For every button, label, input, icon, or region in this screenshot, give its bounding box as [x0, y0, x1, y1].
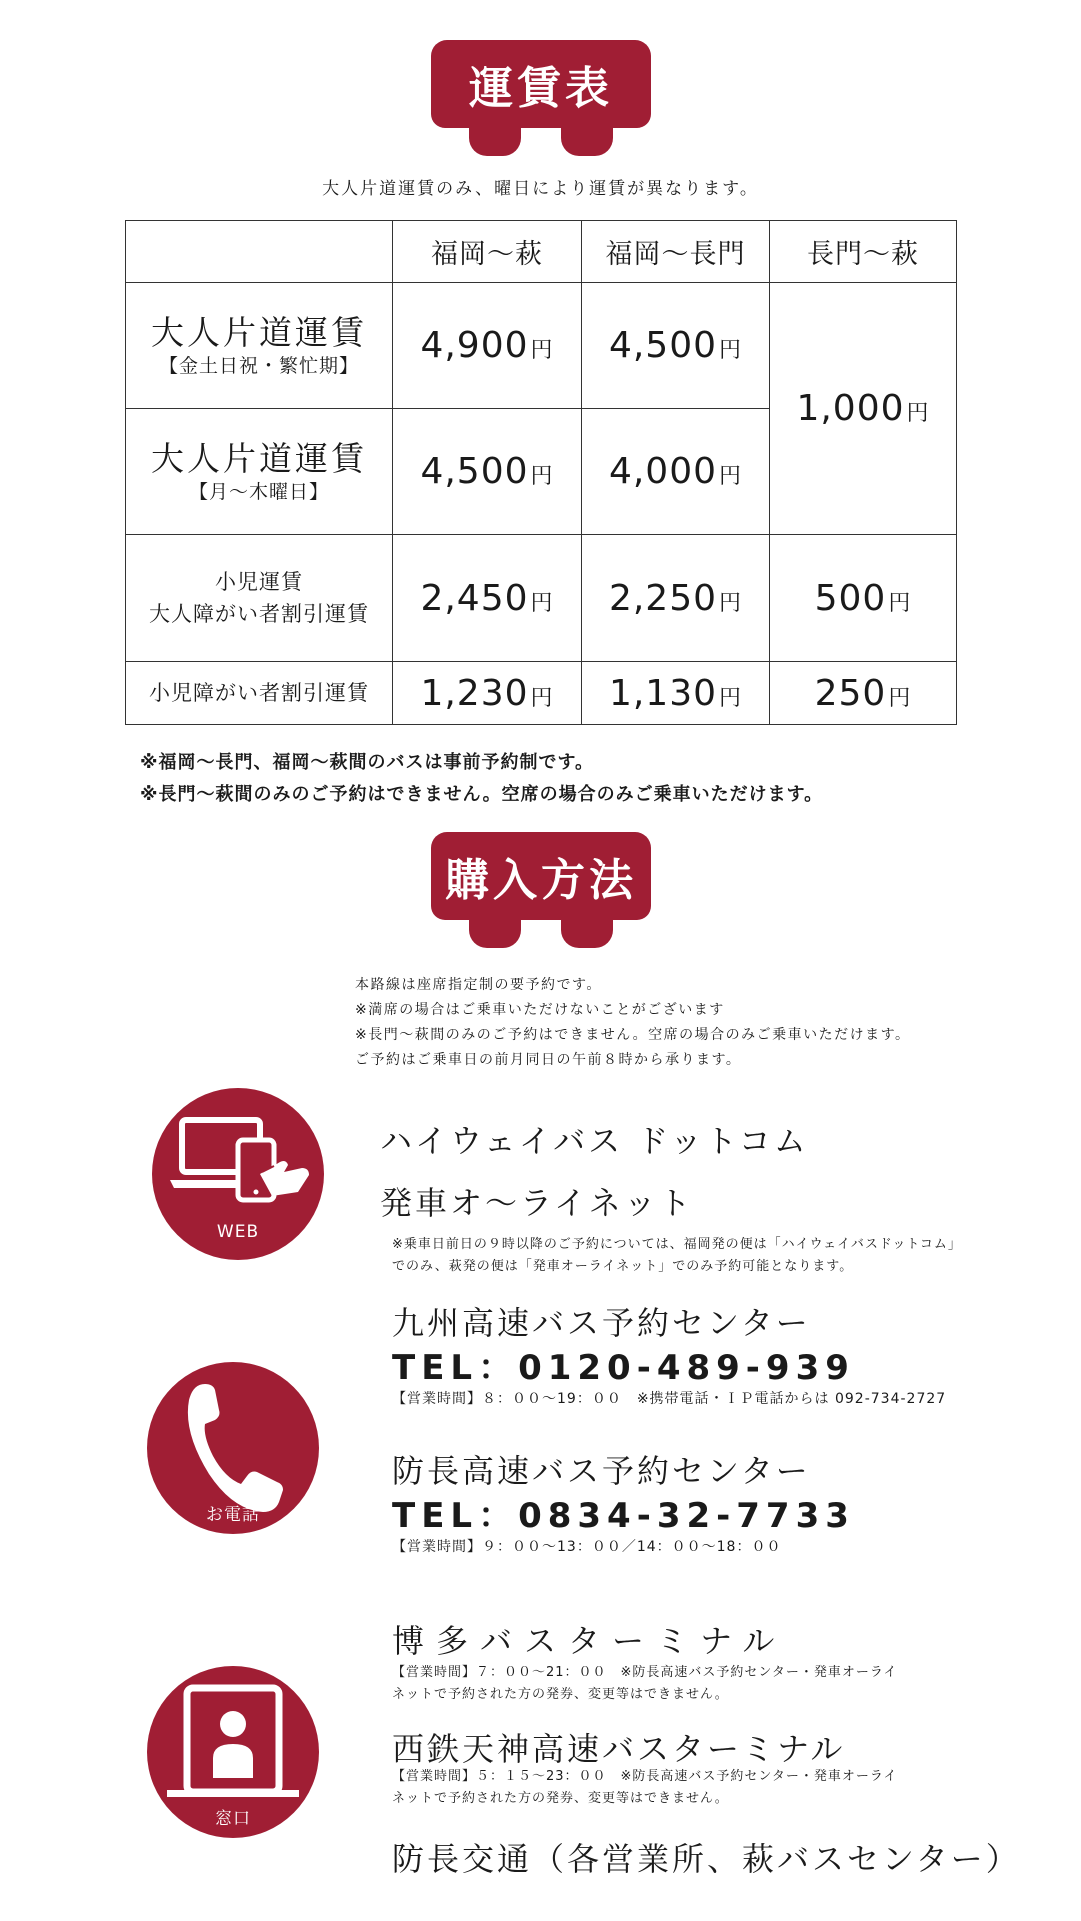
row-label: 大人片道運賃 【金土日祝・繁忙期】 — [126, 283, 393, 409]
price-cell: 4,900円 — [393, 283, 582, 409]
web-circle — [152, 1088, 324, 1260]
web-caption: WEB — [216, 1222, 260, 1242]
web-site-1[interactable]: ハイウェイバス ドットコム — [380, 1122, 809, 1160]
table-row — [126, 283, 957, 409]
fare-note-1: ※福岡～長門、福岡～萩間のバスは事前予約制です。 — [140, 752, 595, 773]
counter-caption: 窓口 — [215, 1809, 251, 1829]
price-cell: 1,130円 — [582, 662, 770, 725]
row-label: 小児運賃 大人障がい者割引運賃 — [126, 535, 393, 662]
purchase-note-2: ※満席の場合はご乗車いただけないことがございます — [355, 1002, 725, 1018]
price-cell: 2,450円 — [393, 535, 582, 662]
table-header-cell — [126, 221, 393, 283]
counter-place-2-hours-2: ネットで予約された方の発券、変更等はできません。 — [392, 1791, 729, 1806]
counter-place-1-name: 博多バスターミナル — [392, 1622, 787, 1660]
counter-circle — [147, 1666, 319, 1838]
fare-table — [125, 220, 957, 725]
counter-place-3-name: 防長交通（各営業所、萩バスセンター） — [392, 1840, 1021, 1878]
phone-center-1-hours: 【営業時間】８：００～19：００ ※携帯電話・ＩＰ電話からは 092-734-2727 — [392, 1391, 947, 1407]
purchase-heading: 購入方法 — [445, 855, 637, 906]
fare-intro: 大人片道運賃のみ、曜日により運賃が異なります。 — [322, 179, 759, 199]
phone-center-2-tel[interactable]: TEL：0834-32-7733 — [392, 1496, 855, 1536]
purchase-note-3: ※長門～萩間のみのご予約はできません。空席の場合のみご乗車いただけます。 — [355, 1027, 911, 1043]
fare-note-2: ※長門～萩間のみのご予約はできません。空席の場合のみご乗車いただけます。 — [140, 784, 824, 805]
purchase-note-1: 本路線は座席指定制の要予約です。 — [355, 977, 602, 993]
table-header-cell: 福岡～萩 — [393, 221, 582, 283]
counter-place-2-hours-1: 【営業時間】５：１５～23：００ ※防長高速バス予約センター・発車オーライ — [392, 1769, 898, 1784]
fare-heading: 運賃表 — [469, 63, 613, 114]
web-site-2[interactable]: 発車オ～ライネット — [380, 1184, 694, 1222]
counter-place-1-hours-1: 【営業時間】７：００～21：００ ※防長高速バス予約センター・発車オーライ — [392, 1665, 898, 1680]
phone-center-2-name: 防長高速バス予約センター — [392, 1452, 811, 1490]
price-cell: 250円 — [770, 662, 957, 725]
counter-place-2-name: 西鉄天神高速バスターミナル — [392, 1730, 846, 1768]
price-cell: 4,500円 — [582, 283, 770, 409]
phone-circle — [147, 1362, 319, 1534]
phone-center-1-tel[interactable]: TEL：0120-489-939 — [392, 1348, 855, 1388]
purchase-heading-badge — [431, 832, 651, 948]
table-header-row — [126, 221, 957, 283]
price-cell: 500円 — [770, 535, 957, 662]
table-row — [126, 535, 957, 662]
phone-center-2-hours: 【営業時間】９：００～13：００／14：００～18：００ — [392, 1539, 782, 1555]
table-row — [126, 662, 957, 725]
phone-caption: お電話 — [206, 1505, 260, 1525]
table-header-cell: 長門～萩 — [770, 221, 957, 283]
purchase-note-4: ご予約はご乗車日の前月同日の午前８時から承ります。 — [355, 1052, 742, 1068]
phone-center-1-name: 九州高速バス予約センター — [392, 1304, 811, 1342]
fare-heading-badge — [431, 40, 651, 156]
counter-place-1-hours-2: ネットで予約された方の発券、変更等はできません。 — [392, 1687, 729, 1702]
price-cell: 2,250円 — [582, 535, 770, 662]
table-header-cell: 福岡～長門 — [582, 221, 770, 283]
price-cell: 1,230円 — [393, 662, 582, 725]
row-label: 小児障がい者割引運賃 — [126, 662, 393, 725]
row-label: 大人片道運賃 【月～木曜日】 — [126, 409, 393, 535]
web-note-2: でのみ、萩発の便は「発車オーライネット」でのみ予約可能となります。 — [392, 1259, 854, 1274]
price-cell-merged: 1,000円 — [770, 283, 957, 535]
web-note-1: ※乗車日前日の９時以降のご予約については、福岡発の便は「ハイウェイバスドットコム」 — [392, 1237, 962, 1252]
price-cell: 4,500円 — [393, 409, 582, 535]
price-cell: 4,000円 — [582, 409, 770, 535]
